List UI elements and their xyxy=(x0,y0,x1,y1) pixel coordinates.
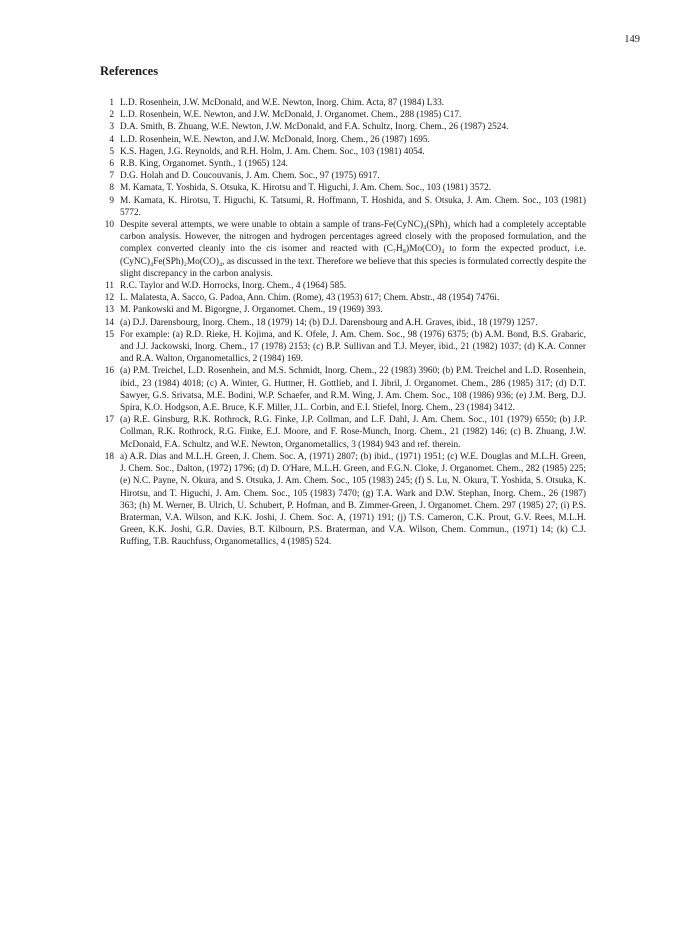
reference-number: 9 xyxy=(109,195,114,206)
reference-text: Despite several attempts, we were unable to obtain a sample of trans-Fe(CyNC)₄(SPh)₂ which had a completely acceptable carbon analysis. However, the nitrogen and hydrogen percentages agreed closely with the proposed formulation, and the complex converted cleanly into the cis isomer and reacted with (C₇H₈)Mo(CO)₄ to form the expected product, i.e. (CyNC)₄Fe(SPh)₂Mo(CO)₄, as discussed in the text. Therefore we believe that this species is formulated correctly despite the slight discrepancy in the carbon analysis. xyxy=(120,220,587,279)
references-heading: References xyxy=(100,64,159,78)
reference-text: M. Kamata, K. Hirotsu, T. Higuchi, K. Tatsumi, R. Hoffmann, T. Hoshida, and S. Otsuka, J. Am. Chem. Soc., 103 (1981) 5772. xyxy=(120,195,586,218)
reference-item xyxy=(100,146,586,158)
reference-text: L.D. Rosenhein, W.E. Newton, and J.W. McDonald, Inorg. Chem., 26 (1987) 1695. xyxy=(120,134,430,145)
reference-number: 13 xyxy=(104,305,114,316)
reference-item xyxy=(100,170,586,182)
reference-item xyxy=(100,109,586,121)
reference-item xyxy=(100,195,586,219)
reference-text: (a) P.M. Treichel, L.D. Rosenhein, and M.S. Schmidt, Inorg. Chem., 22 (1983) 3960; (b) P.M. Treichel and L.D. Rosenhein, ibid., 23 (1984) 4018; (c) A. Winter, G. Huttner, H. Gottlieb, and I. Jibril, J. Organomet. Chem., 286 (1985) 317; (d) D.T. Sawyer, G.S. Srivatsa, M.E. Bodini, W.P. Schaefer, and R.M. Wing, J. Am. Chem. Soc., 108 (1986) 936; (e) J.M. Berg, D.J. Spira, K.O. Hodgson, A.E. Bruce, K.F. Miller, J.L. Corbin, and E.I. Stiefel, Inorg. Chem., 23 (1984) 3412. xyxy=(120,366,586,414)
reference-number: 5 xyxy=(109,146,114,157)
reference-text: K.S. Hagen, J.G. Reynolds, and R.H. Holm, J. Am. Chem. Soc., 103 (1981) 4054. xyxy=(120,146,425,157)
reference-number: 7 xyxy=(109,171,114,182)
references-list xyxy=(100,97,586,549)
reference-text: (a) R.E. Ginsburg, R.K. Rothrock, R.G. Finke, J.P. Collman, and L.F. Dahl, J. Am. Chem. Soc., 101 (1979) 6550; (b) J.P. Collman, R.K. Rothrock, R.G. Finke, E.J. Moore, and F. Rose-Munch, Inorg. Chem., 21 (1982) 146; (c) B. Zhuang, J.W. McDonald, F.A. Schultz, and W.E. Newton, Organometallics, 3 (1984) 943 and ref. therein. xyxy=(120,415,586,450)
reference-item xyxy=(100,365,586,414)
reference-item xyxy=(100,182,586,194)
reference-number: 3 xyxy=(109,122,114,133)
reference-text: M. Pankowski and M. Bigorgne, J. Organomet. Chem., 19 (1969) 393. xyxy=(120,305,383,316)
reference-number: 6 xyxy=(109,159,114,170)
reference-text: D.A. Smith, B. Zhuang, W.E. Newton, J.W. McDonald, and F.A. Schultz, Inorg. Chem., 26 (1987) 2524. xyxy=(120,122,509,133)
reference-item xyxy=(100,292,586,304)
reference-text: R.C. Taylor and W.D. Horrocks, Inorg. Chem., 4 (1964) 585. xyxy=(120,281,347,292)
reference-number: 15 xyxy=(104,329,114,340)
reference-number: 16 xyxy=(104,366,114,377)
reference-item xyxy=(100,158,586,170)
reference-text: L. Malatesta, A. Sacco, G. Padoa, Ann. Chim. (Rome), 43 (1953) 617; Chem. Abstr., 48 (1954) 7476i. xyxy=(120,293,500,304)
reference-number: 8 xyxy=(109,183,114,194)
reference-number: 4 xyxy=(109,134,114,145)
reference-text: (a) D.J. Darensbourg, Inorg. Chem., 18 (1979) 14; (b) D.J. Darensbourg and A.H. Graves, ibid., 18 (1979) 1257. xyxy=(120,317,538,328)
reference-number: 14 xyxy=(104,317,114,328)
reference-item xyxy=(100,329,586,366)
reference-text: For example: (a) R.D. Rieke, H. Kojima, and K. Ofele, J. Am. Chem. Soc., 98 (1976) 6375; (b) A.M. Bond, B.S. Grabaric, and J.J. Jackowski, Inorg. Chem., 17 (1978) 2153; (c) B.P. Sullivan and T.J. Meyer, ibid., 21 (1982) 1037; (d) K.A. Conner and R.A. Walton, Organometallics, 2 (1984) 169. xyxy=(120,329,586,365)
reference-text: R.B. King, Organomet. Synth., 1 (1965) 124. xyxy=(120,159,288,170)
reference-number: 1 xyxy=(109,98,114,108)
reference-item xyxy=(100,134,586,146)
reference-item xyxy=(100,317,586,329)
reference-number: 17 xyxy=(104,415,114,426)
reference-text: a) A.R. Dias and M.L.H. Green, J. Chem. Soc. A, (1971) 2807; (b) ibid., (1971) 1951; (c) W.E. Douglas and M.L.H. Green, J. Chem. Soc., Dalton, (1972) 1796; (d) D. O'Hare, M.L.H. Green, and F.G.N. Cloke, J. Organomet. Chem., 282 (1985) 225; (e) N.C. Payne, N. Okura, and S. Otsuka, J. Am. Chem. Soc., 105 (1983) 245; (f) S. Lu, N. Okura, T. Yoshida, S. Otsuka, K. Hirotsu, and T. Higuchi, J. Am. Chem. Soc., 105 (1983) 7470; (g) T.A. Wark and D.W. Stephan, Inorg. Chem., 26 (1987) 363; (h) M. Werner, B. Ulrich, U. Schubert, P. Hofman, and B. Zimmer-Green, J. Organomet. Chem. 297 (1985) 27; (i) P.S. Braterman, V.A. Wilson, and K.K. Joshi, J. Chem. Soc. A, (1971) 191; (j) T.S. Cameron, C.K. Prout, G.V. Rees, M.L.H. Green, K.K. Joshi, G.R. Davies, B.T. Kilbourn, P.S. Braterman, and V.A. Wilson, Chem. Commun., (1971) 14; (k) C.J. Ruffing, T.B. Rauchfuss, Organometallics, 4 (1985) 524. xyxy=(120,451,586,548)
reference-text: L.D. Rosenhein, J.W. McDonald, and W.E. Newton, Inorg. Chim. Acta, 87 (1984) L33. xyxy=(120,98,445,108)
reference-item xyxy=(100,121,586,133)
reference-text: D.G. Holah and D. Coucouvanis, J. Am. Chem. Soc., 97 (1975) 6917. xyxy=(120,171,380,182)
reference-number: 2 xyxy=(109,110,114,121)
reference-number: 11 xyxy=(105,281,114,292)
reference-item xyxy=(100,280,586,292)
reference-number: 12 xyxy=(104,293,114,304)
reference-item xyxy=(100,304,586,316)
reference-text: M. Kamata, T. Yoshida, S. Otsuka, K. Hirotsu and T. Higuchi, J. Am. Chem. Soc., 103 (1981) 3572. xyxy=(120,183,491,194)
reference-number: 18 xyxy=(104,451,114,462)
reference-text: L.D. Rosenhein, W.E. Newton, and J.W. McDonald, J. Organomet. Chem., 288 (1985) C17. xyxy=(120,110,462,121)
reference-item xyxy=(100,451,586,549)
reference-item xyxy=(100,97,586,109)
page-number: 149 xyxy=(624,34,640,45)
reference-number: 10 xyxy=(104,220,114,231)
reference-item xyxy=(100,414,586,451)
reference-item xyxy=(100,219,586,280)
